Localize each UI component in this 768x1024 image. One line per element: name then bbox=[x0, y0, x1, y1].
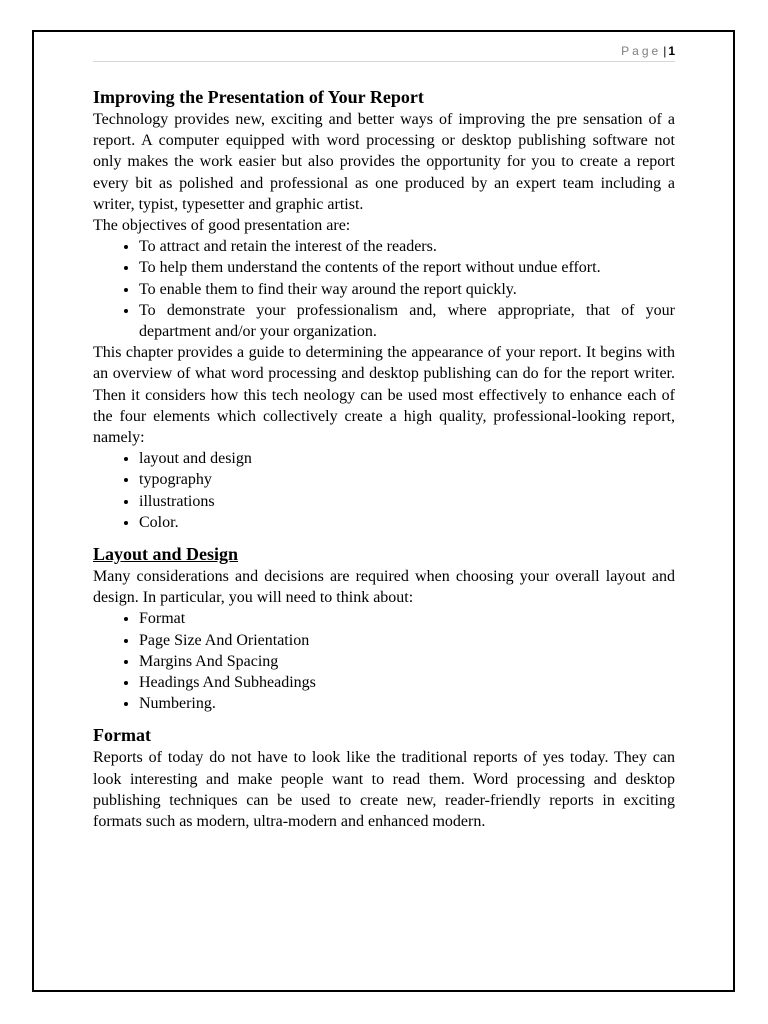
list-item: • To enable them to find their way around the report quickly. bbox=[139, 279, 675, 300]
list-item: • Page Size And Orientation bbox=[139, 630, 675, 651]
document-title: Improving the Presentation of Your Report bbox=[93, 87, 424, 107]
format-paragraph: Reports of today do not have to look like the traditional reports of yes today. They can look interesting and make people want to read them. Word processing and desktop publishing techniques can be used to create new, reader-friendly reports in exciting formats such as modern, ultra-modern and enhanced modern. bbox=[93, 749, 675, 831]
page-separator: | bbox=[663, 44, 667, 58]
list-item: • Headings And Subheadings bbox=[139, 672, 675, 693]
objectives-list bbox=[93, 236, 675, 342]
layout-design-heading: Layout and Design bbox=[93, 544, 239, 565]
list-item: • To attract and retain the interest of the readers. bbox=[139, 236, 675, 257]
chapter-overview-paragraph: This chapter provides a guide to determining the appearance of your report. It begins with an overview of what word processing and desktop publishing can do for the report writer. Then it considers how this tech neology can be used most effectively to enhance each of the four elements which collectively create a high quality, professional-looking report, namely: bbox=[93, 344, 675, 447]
page-header bbox=[93, 41, 675, 62]
list-item: • Numbering. bbox=[139, 693, 675, 714]
list-item: • Format bbox=[139, 608, 675, 629]
format-heading: Format bbox=[93, 725, 151, 746]
page-number: 1 bbox=[668, 44, 675, 58]
page-label: Page bbox=[621, 44, 662, 58]
list-item: • To help them understand the contents of the report without undue effort. bbox=[139, 257, 675, 278]
list-item: • Color. bbox=[139, 512, 675, 533]
list-item: • typography bbox=[139, 469, 675, 490]
elements-list bbox=[93, 448, 675, 533]
list-item: • layout and design bbox=[139, 448, 675, 469]
document-body bbox=[93, 86, 675, 832]
list-item: • Margins And Spacing bbox=[139, 651, 675, 672]
list-item: • To demonstrate your professionalism and, where appropriate, that of your department and/or your organization. bbox=[139, 300, 675, 342]
layout-design-list bbox=[93, 608, 675, 714]
layout-design-paragraph: Many considerations and decisions are required when choosing your overall layout and design. In particular, you will need to think about: bbox=[93, 568, 675, 607]
objectives-intro: The objectives of good presentation are: bbox=[93, 217, 351, 235]
list-item: • illustrations bbox=[139, 491, 675, 512]
intro-paragraph: Technology provides new, exciting and better ways of improving the pre sensation of a report. A computer equipped with word processing or desktop publishing software not only makes the work easier but also provides the opportunity for you to create a report every bit as polished and professional as one produced by an expert team including a writer, typist, typesetter and graphic artist. bbox=[93, 111, 675, 213]
